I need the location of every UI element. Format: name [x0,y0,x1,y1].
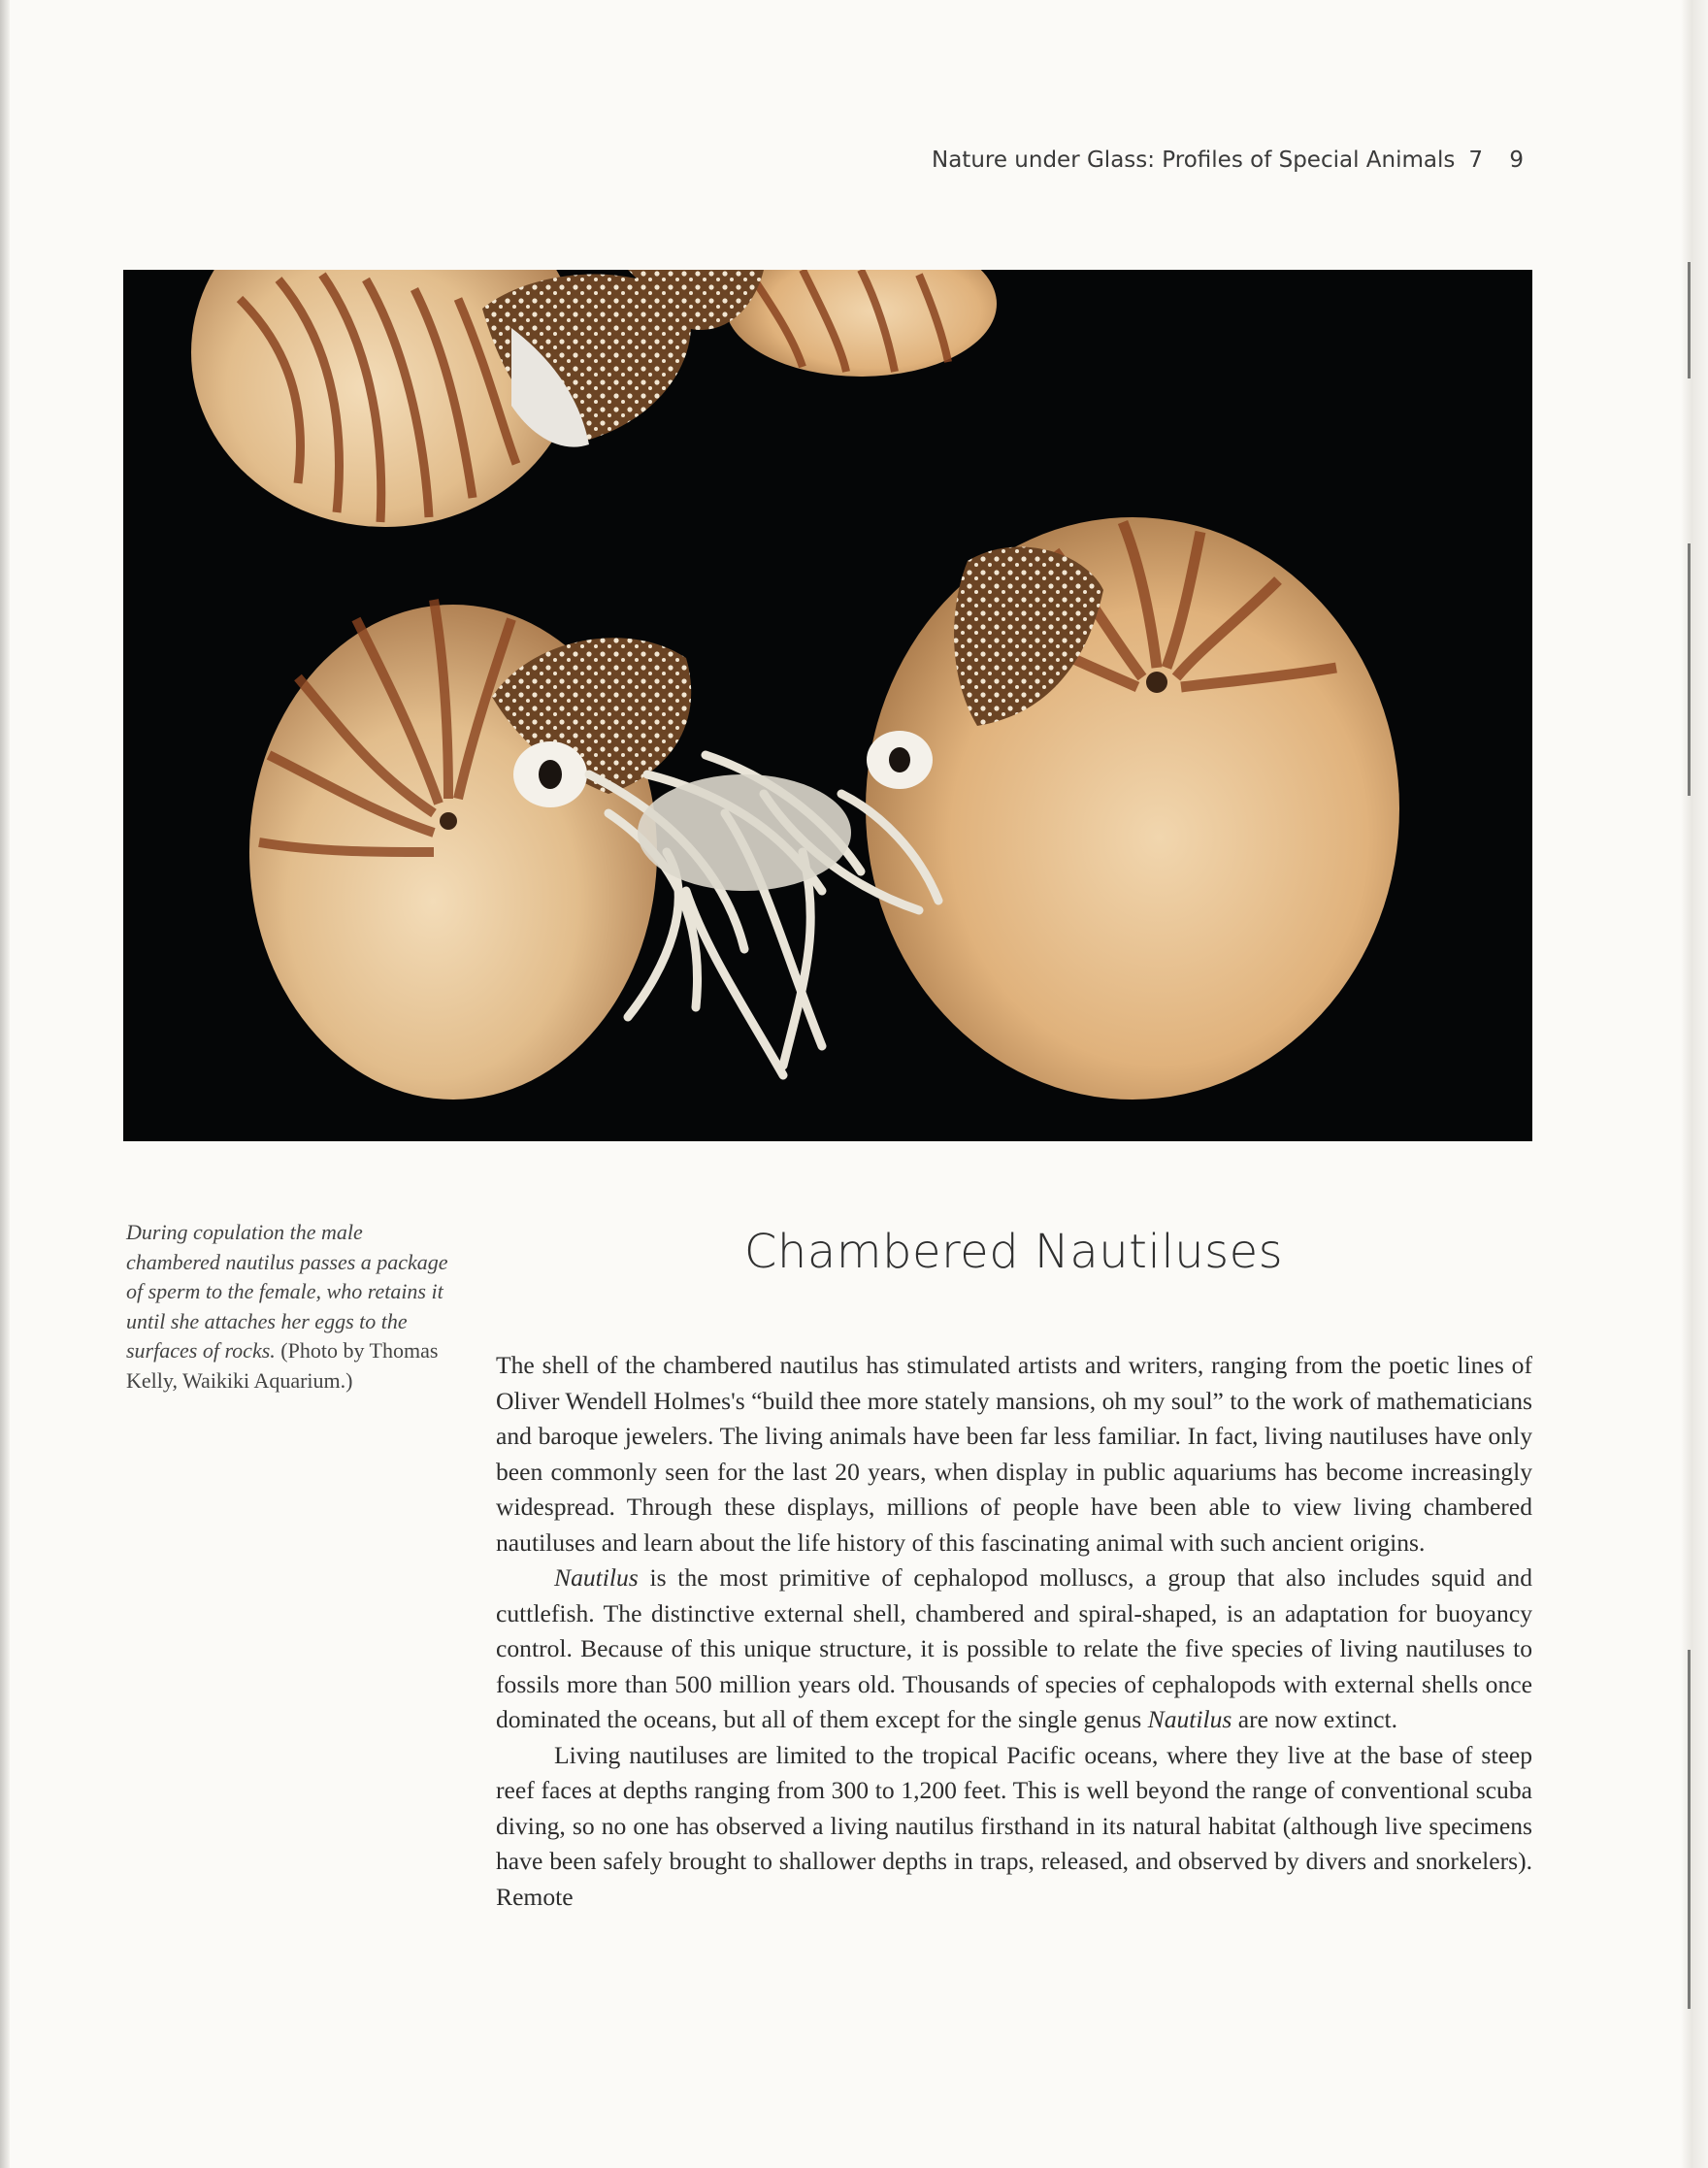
nautilus-photo [123,270,1532,1141]
nautilus-illustration [123,270,1532,1141]
edge-mark [1688,1650,1691,2009]
lower-right-nautilus [866,517,1399,1100]
book-gutter-shadow [0,0,10,2168]
photo-credit: (Photo by Thomas Kelly, Waikiki Aquarium.) [126,1338,439,1393]
paragraph-2-text: is the most primitive of cephalopod molluscs, a group that also includes squid and cuttlefish. The distinctive external shell, chambered and spiral-shaped, is an adaptation for buoyancy control. Because of this unique structure, it is possible to relate the five species of living nautiluses to fossils more than 500 million years old. Thousands of species of cephalopods with external shells once dominated the oceans, but all of them except for the single genus [496,1563,1532,1733]
photo-caption [126,1218,456,1396]
genus-name: Nautilus [554,1563,639,1592]
paragraph-1: The shell of the chambered nautilus has stimulated artists and writers, ranging from the poetic lines of Oliver Wendell Holmes's “build thee more stately mansions, oh my soul” to the work of mathematicians and baroque jewelers. The living animals have been far less familiar. In fact, living nautiluses have only been commonly seen for the last 20 years, when display in public aquariums has become increasingly widespread. Through these displays, millions of people have been able to view living chambered nautiluses and learn about the life history of this fascinating animal with such ancient origins. [496,1351,1532,1557]
paragraph-3: Living nautiluses are limited to the tropical Pacific oceans, where they live at the base of steep reef faces at depths ranging from 300 to 1,200 feet. This is well beyond the range of conventional scuba diving, so no one has observed a living nautilus firsthand in its natural habitat (although live specimens have been safely brought to shallower depths in traps, released, and observed by divers and snorkelers). Remote [496,1740,1532,1911]
paragraph-2-end: are now extinct. [1232,1705,1397,1733]
edge-mark [1688,543,1691,796]
page-edge [1681,0,1708,2168]
edge-mark [1688,262,1691,378]
section-heading: Chambered Nautiluses [743,1225,1284,1279]
genus-name: Nautilus [1147,1705,1232,1733]
caption-text: During copulation the male chambered nautilus passes a package of sperm to the female, who retains it until she attaches her eggs to the surfaces of rocks. [126,1220,448,1363]
page-number: 7 9 [1468,148,1533,173]
paragraph-2 [496,1560,1532,1738]
article-body [496,1348,1532,1915]
running-title: Nature under Glass: Profiles of Special Animals [932,148,1456,173]
